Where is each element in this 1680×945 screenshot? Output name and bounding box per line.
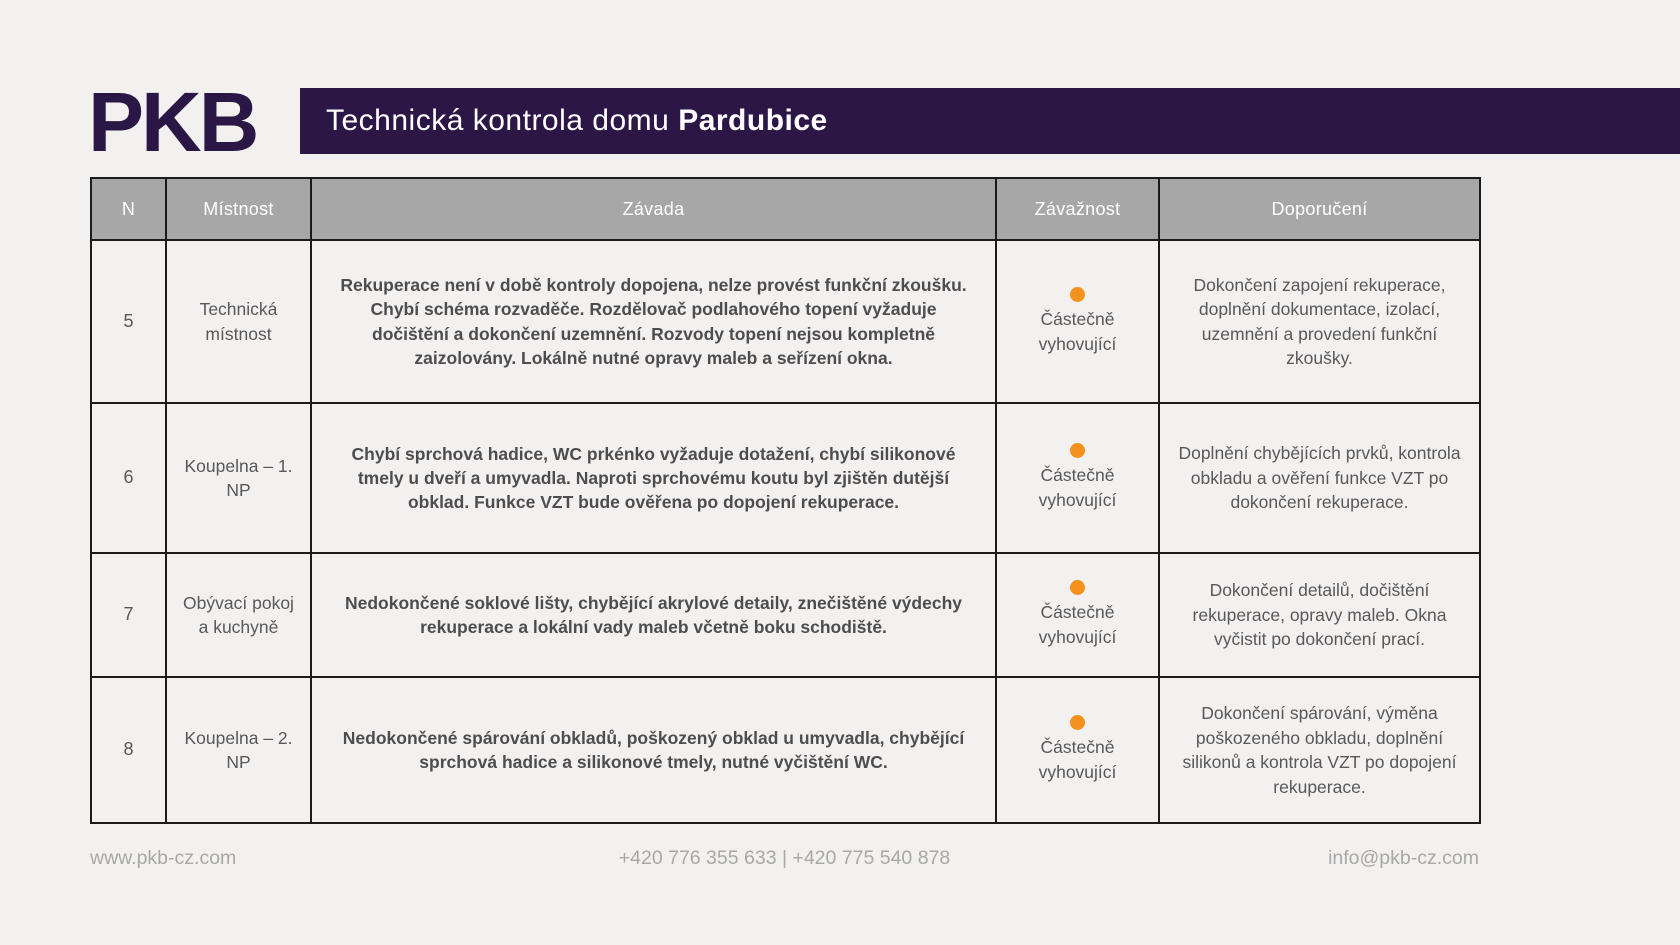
severity-wrap (997, 287, 1158, 357)
table-header-row (91, 178, 1480, 240)
severity-label: Částečně vyhovující (1038, 465, 1117, 510)
table-row (91, 240, 1480, 403)
severity-wrap (997, 443, 1158, 513)
page-title-regular: Technická kontrola domu (326, 104, 679, 137)
defect-cell: Nedokončené spárování obkladů, poškozený obklad u umyvadla, chybějící sprchová hadice a silikonové tmely, nutné vyčištění WC. (311, 677, 996, 823)
pkb-logo (88, 75, 257, 169)
footer-website: www.pkb-cz.com (90, 847, 237, 869)
row-number: 5 (91, 240, 166, 403)
severity-wrap (997, 715, 1158, 785)
recommendation-cell: Dokončení zapojení rekuperace, doplnění dokumentace, izolací, uzemnění a provedení funkční zkoušky. (1159, 240, 1480, 403)
inspection-table (90, 177, 1481, 824)
column-header-n: N (91, 178, 166, 240)
title-bar (300, 88, 1680, 154)
room-cell: Koupelna – 2. NP (166, 677, 311, 823)
severity-label: Částečně vyhovující (1038, 602, 1117, 647)
footer-email: info@pkb-cz.com (1328, 847, 1479, 869)
room-cell: Koupelna – 1. NP (166, 403, 311, 553)
defect-cell: Chybí sprchová hadice, WC prkénko vyžaduje dotažení, chybí silikonové tmely u dveří a umyvadla. Naproti sprchovému koutu byl zjištěn dutější obklad. Funkce VZT bude ověřena po dopojení rekuperace. (311, 403, 996, 553)
logo-text: PKB (88, 75, 257, 169)
inspection-table-wrap (90, 177, 1481, 824)
room-cell: Obývací pokoj a kuchyně (166, 553, 311, 677)
severity-label: Částečně vyhovující (1038, 737, 1117, 782)
defect-cell: Nedokončené soklové lišty, chybějící akrylové detaily, znečištěné výdechy rekuperace a lokální vady maleb včetně boku schodiště. (311, 553, 996, 677)
row-number: 6 (91, 403, 166, 553)
severity-cell (996, 240, 1159, 403)
column-header-defect: Závada (311, 178, 996, 240)
page-title (326, 104, 828, 138)
severity-dot-icon (1070, 287, 1085, 302)
severity-cell (996, 553, 1159, 677)
footer-phones: +420 776 355 633 | +420 775 540 878 (618, 847, 951, 869)
severity-wrap (997, 580, 1158, 650)
defect-cell: Rekuperace není v době kontroly dopojena, nelze provést funkční zkoušku. Chybí schéma rozvaděče. Rozdělovač podlahového topení vyžaduje dočištění a dokončení uzemnění. Rozvody topení nejsou kompletně zaizolovány. Lokálně nutné opravy maleb a seřízení okna. (311, 240, 996, 403)
recommendation-cell: Dokončení detailů, dočištění rekuperace, opravy maleb. Okna vyčistit po dokončení prací. (1159, 553, 1480, 677)
severity-dot-icon (1070, 443, 1085, 458)
column-header-recommendation: Doporučení (1159, 178, 1480, 240)
room-cell: Technická místnost (166, 240, 311, 403)
table-row (91, 403, 1480, 553)
severity-label: Částečně vyhovující (1038, 308, 1117, 354)
severity-cell (996, 403, 1159, 553)
row-number: 8 (91, 677, 166, 823)
column-header-severity: Závažnost (996, 178, 1159, 240)
column-header-room: Místnost (166, 178, 311, 240)
footer (90, 847, 1479, 870)
recommendation-cell: Doplnění chybějících prvků, kontrola obkladu a ověření funkce VZT po dokončení rekuperace. (1159, 403, 1480, 553)
row-number: 7 (91, 553, 166, 677)
severity-dot-icon (1070, 580, 1085, 595)
recommendation-cell: Dokončení spárování, výměna poškozeného obkladu, doplnění silikonů a kontrola VZT po dopojení rekuperace. (1159, 677, 1480, 823)
severity-cell (996, 677, 1159, 823)
table-row (91, 553, 1480, 677)
table-row (91, 677, 1480, 823)
page-title-bold: Pardubice (678, 104, 828, 137)
severity-dot-icon (1070, 715, 1085, 730)
